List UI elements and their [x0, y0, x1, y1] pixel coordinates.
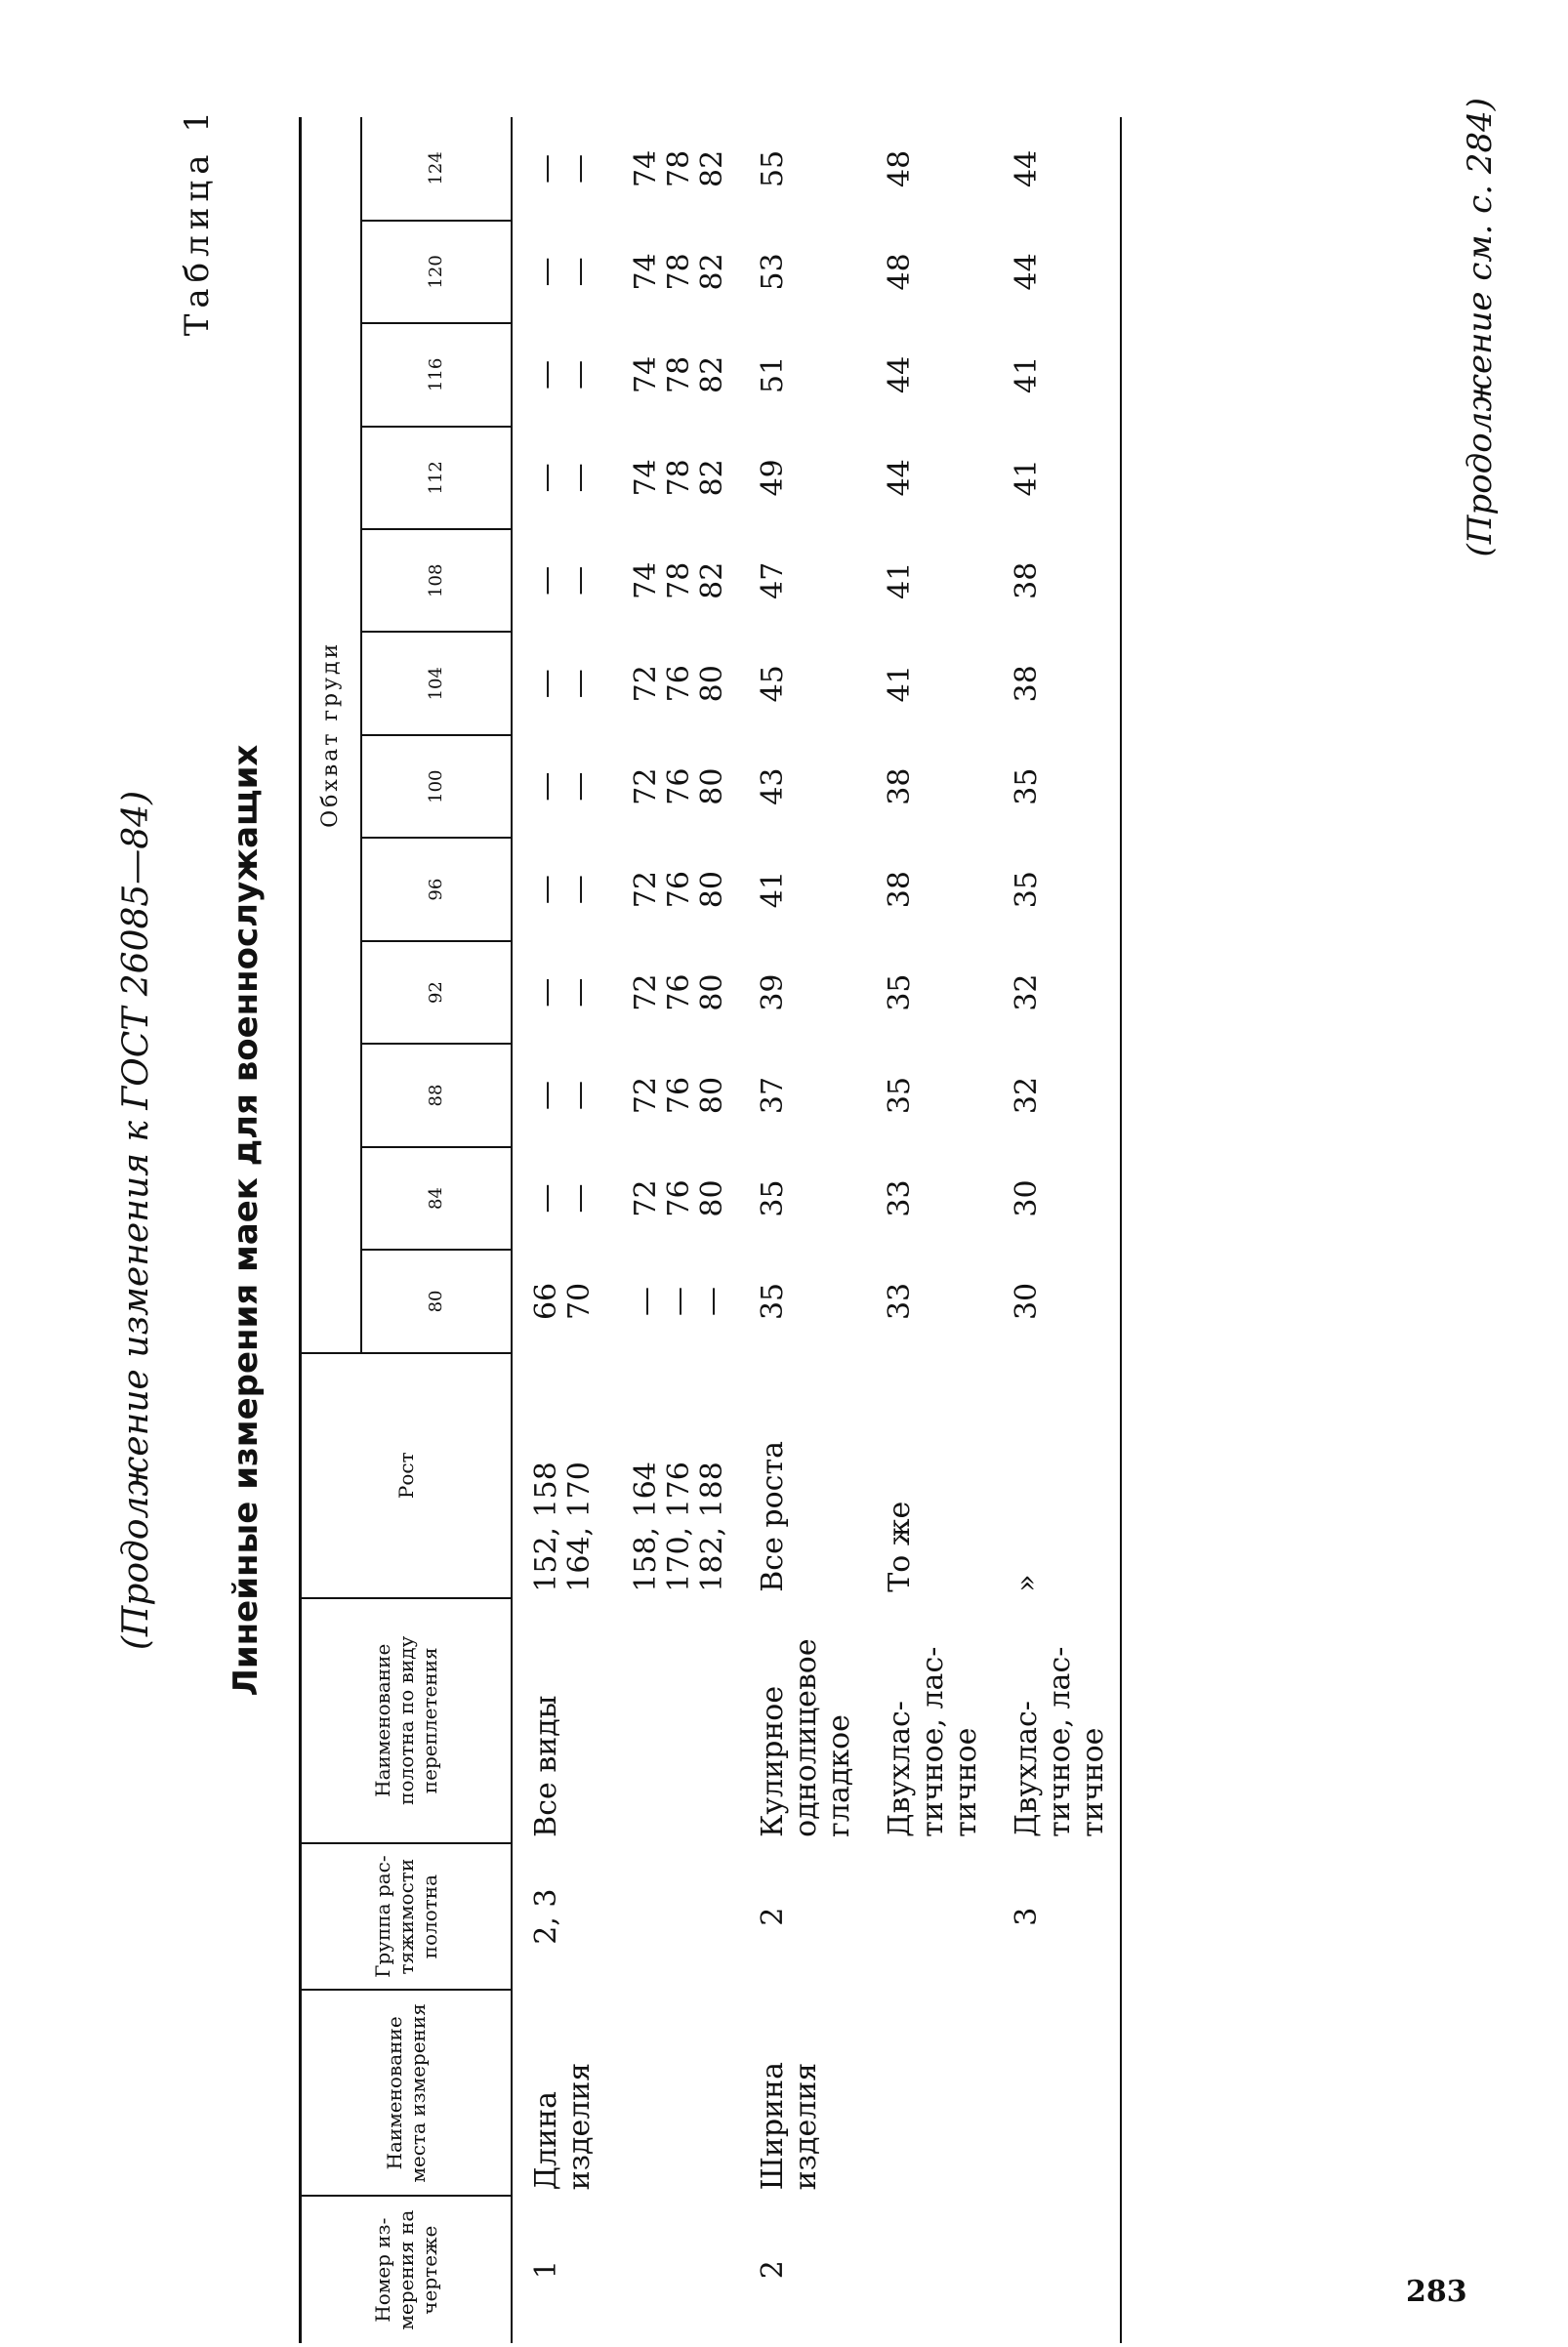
- height-value: 152, 158: [529, 1462, 563, 1592]
- value: 76: [662, 767, 696, 805]
- height-value: 164, 170: [562, 1462, 597, 1592]
- value: 78: [662, 149, 696, 187]
- table-row: [993, 117, 1121, 2343]
- value: —: [562, 565, 597, 596]
- value: 72: [629, 1076, 663, 1115]
- value: 80: [695, 871, 729, 909]
- value: 80: [695, 767, 729, 805]
- value: 35: [883, 1076, 917, 1115]
- cell-value: [993, 941, 1121, 1044]
- height-value: 170, 176: [662, 1462, 696, 1592]
- value: 38: [883, 767, 917, 805]
- value: 44: [1010, 149, 1044, 187]
- measurements-table: [299, 117, 1122, 2343]
- value: 47: [756, 561, 790, 599]
- cell-value: [739, 1147, 866, 1250]
- value: —: [529, 1183, 563, 1214]
- value: 76: [662, 1076, 696, 1115]
- height-value: 158, 164: [629, 1462, 663, 1592]
- cell-fabric: Кулирное однолицевое гладкое: [756, 1638, 856, 1837]
- cell-num: [866, 2196, 993, 2343]
- cell-value: [866, 632, 993, 734]
- cell-value: [866, 221, 993, 323]
- value: —: [529, 565, 563, 596]
- value: 38: [1010, 665, 1044, 703]
- cell-value: [512, 838, 739, 940]
- cell-value: [993, 632, 1121, 734]
- cell-group: 3: [993, 1843, 1121, 1991]
- cell-value: [866, 1044, 993, 1146]
- cell-value: [993, 1044, 1121, 1146]
- header-size: 84: [361, 1147, 512, 1250]
- cell-value: [739, 323, 866, 426]
- cell-value: [993, 1147, 1121, 1250]
- cell-value: [512, 632, 739, 734]
- cell-value: [739, 838, 866, 940]
- value: 74: [629, 355, 663, 393]
- rotated-content: [98, 98, 1523, 2343]
- value: —: [562, 771, 597, 802]
- value: 45: [756, 665, 790, 703]
- value: —: [529, 463, 563, 493]
- value: 76: [662, 1179, 696, 1217]
- value: —: [562, 1183, 597, 1214]
- cell-value: [739, 1250, 866, 1352]
- header-size: 88: [361, 1044, 512, 1146]
- cell-value: [866, 735, 993, 838]
- cell-place: [866, 1990, 993, 2196]
- value: —: [529, 359, 563, 390]
- cell-value: [993, 323, 1121, 426]
- value: —: [562, 463, 597, 493]
- cell-value: [512, 529, 739, 632]
- header-size: 104: [361, 632, 512, 734]
- cell-height: [866, 1353, 993, 1598]
- value: [597, 432, 630, 523]
- value: 48: [883, 253, 917, 291]
- height-value: То же: [883, 1501, 917, 1592]
- value: [597, 1256, 630, 1346]
- value: 38: [883, 871, 917, 909]
- value: 80: [695, 1179, 729, 1217]
- value: 72: [629, 767, 663, 805]
- value: 30: [1010, 1179, 1044, 1217]
- value: [597, 844, 630, 934]
- value: 41: [1010, 355, 1044, 393]
- cell-height: [512, 1353, 739, 1598]
- cell-value: [866, 1250, 993, 1352]
- height-value: Все роста: [756, 1441, 790, 1592]
- header-size: 80: [361, 1250, 512, 1352]
- value: —: [529, 1081, 563, 1111]
- header-size: 108: [361, 529, 512, 632]
- value: 72: [629, 665, 663, 703]
- value: —: [529, 771, 563, 802]
- value: 80: [695, 973, 729, 1011]
- cell-place: Ширина изделия: [756, 2062, 823, 2191]
- height-value: »: [1010, 1574, 1044, 1592]
- value: [597, 1050, 630, 1140]
- value: [597, 741, 630, 832]
- value: 38: [1010, 561, 1044, 599]
- continuation-note: (Продолжение изменения к ГОСТ 26085—84): [116, 790, 156, 1651]
- value: [597, 329, 630, 420]
- value: 82: [695, 561, 729, 599]
- value: 82: [695, 253, 729, 291]
- cell-value: [739, 117, 866, 221]
- cell-value: [512, 221, 739, 323]
- value: 33: [883, 1179, 917, 1217]
- cell-value: [993, 117, 1121, 221]
- value: 44: [883, 355, 917, 393]
- cell-value: [739, 529, 866, 632]
- value: —: [562, 875, 597, 905]
- header-size: 116: [361, 323, 512, 426]
- cell-fabric: Двухлас-тичное, лас-тичное: [993, 1598, 1121, 1843]
- value: [597, 947, 630, 1038]
- header-place: Наименование места измерения: [301, 1990, 513, 2196]
- cell-group: [866, 1843, 993, 1991]
- value: 44: [1010, 253, 1044, 291]
- cell-value: [512, 1044, 739, 1146]
- table-row: [866, 117, 993, 2343]
- table-caption: Линейные измерения маек для военнослужащих: [227, 744, 266, 1697]
- value: 35: [756, 1179, 790, 1217]
- value: 30: [1010, 1282, 1044, 1321]
- header-fabric: Наименование полотна по виду переплетения: [301, 1598, 513, 1843]
- value: 35: [1010, 767, 1044, 805]
- value: [597, 1153, 630, 1244]
- value: 48: [883, 149, 917, 187]
- table-label: Таблица 1: [178, 105, 217, 337]
- value: 41: [883, 561, 917, 599]
- value: —: [662, 1286, 696, 1316]
- value: 76: [662, 871, 696, 909]
- value: 41: [1010, 459, 1044, 497]
- continuation-footer: (Продолжение см. с. 284): [1461, 98, 1500, 557]
- value: [597, 638, 630, 728]
- value: 72: [629, 973, 663, 1011]
- cell-height: [739, 1353, 866, 1598]
- value: —: [529, 257, 563, 287]
- cell-value: [739, 221, 866, 323]
- height-value: 182, 188: [695, 1462, 729, 1592]
- cell-num: 2: [756, 2260, 790, 2280]
- cell-value: [993, 1250, 1121, 1352]
- cell-value: [512, 1147, 739, 1250]
- cell-place: [993, 1990, 1121, 2196]
- value: 55: [756, 149, 790, 187]
- cell-value: [739, 427, 866, 529]
- cell-value: [993, 221, 1121, 323]
- value: 35: [1010, 871, 1044, 909]
- value: [597, 123, 630, 215]
- value: 78: [662, 355, 696, 393]
- value: 74: [629, 459, 663, 497]
- value: 39: [756, 973, 790, 1011]
- value: 37: [756, 1076, 790, 1115]
- cell-group: 2: [756, 1907, 790, 1926]
- cell-fabric: Все виды: [529, 1695, 563, 1837]
- cell-value: [993, 735, 1121, 838]
- value: 51: [756, 355, 790, 393]
- cell-num: 1: [529, 2260, 563, 2280]
- value: 41: [883, 665, 917, 703]
- value: —: [562, 359, 597, 390]
- cell-value: [993, 427, 1121, 529]
- header-size: 92: [361, 941, 512, 1044]
- header-chest-group: Обхват груди: [301, 117, 362, 1353]
- cell-value: [866, 838, 993, 940]
- value: —: [562, 1081, 597, 1111]
- cell-value: [512, 323, 739, 426]
- value: —: [529, 977, 563, 1008]
- value: 76: [662, 665, 696, 703]
- cell-value: [866, 427, 993, 529]
- cell-value: [866, 529, 993, 632]
- header-height: Рост: [301, 1353, 513, 1598]
- value: 76: [662, 973, 696, 1011]
- value: 70: [562, 1282, 597, 1321]
- cell-value: [512, 1250, 739, 1352]
- value: 66: [529, 1282, 563, 1321]
- value: 80: [695, 665, 729, 703]
- table-row: [512, 117, 739, 2343]
- cell-value: [866, 941, 993, 1044]
- value: 74: [629, 149, 663, 187]
- value: [597, 226, 630, 317]
- cell-value: [739, 735, 866, 838]
- value: 78: [662, 253, 696, 291]
- cell-num: [993, 2196, 1121, 2343]
- value: —: [529, 875, 563, 905]
- value: —: [562, 669, 597, 699]
- value: 41: [756, 871, 790, 909]
- table-row: [739, 117, 866, 2343]
- value: —: [629, 1286, 663, 1316]
- page-number: 283: [1406, 2275, 1467, 2309]
- cell-value: [866, 323, 993, 426]
- header-size: 96: [361, 838, 512, 940]
- header-group: Группа рас-тяжимости полотна: [301, 1843, 513, 1991]
- value: 53: [756, 253, 790, 291]
- value: 72: [629, 871, 663, 909]
- value: 49: [756, 459, 790, 497]
- value: 33: [883, 1282, 917, 1321]
- value: 78: [662, 561, 696, 599]
- value: 82: [695, 459, 729, 497]
- cell-value: [512, 117, 739, 221]
- cell-value: [739, 941, 866, 1044]
- value: —: [562, 153, 597, 184]
- value: [597, 535, 630, 626]
- cell-value: [739, 1044, 866, 1146]
- cell-value: [993, 838, 1121, 940]
- cell-height: [993, 1353, 1121, 1598]
- value: 32: [1010, 973, 1044, 1011]
- value: 82: [695, 149, 729, 187]
- header-size: 124: [361, 117, 512, 221]
- value: 43: [756, 767, 790, 805]
- cell-value: [739, 632, 866, 734]
- header-size: 100: [361, 735, 512, 838]
- value: 44: [883, 459, 917, 497]
- header-size: 112: [361, 427, 512, 529]
- value: —: [529, 153, 563, 184]
- header-size: 120: [361, 221, 512, 323]
- value: —: [562, 257, 597, 287]
- cell-fabric: Двухлас-тичное, лас-тичное: [883, 1646, 983, 1837]
- value: 74: [629, 561, 663, 599]
- cell-place: Длина изделия: [529, 2062, 597, 2191]
- value: —: [562, 977, 597, 1008]
- value: 78: [662, 459, 696, 497]
- value: —: [695, 1286, 729, 1316]
- value: 72: [629, 1179, 663, 1217]
- value: 35: [883, 973, 917, 1011]
- cell-value: [512, 941, 739, 1044]
- cell-group: 2, 3: [529, 1888, 563, 1945]
- cell-value: [866, 117, 993, 221]
- cell-value: [512, 735, 739, 838]
- cell-value: [512, 427, 739, 529]
- value: 35: [756, 1282, 790, 1321]
- height-value: [597, 1359, 630, 1592]
- cell-value: [866, 1147, 993, 1250]
- value: 82: [695, 355, 729, 393]
- value: 80: [695, 1076, 729, 1115]
- value: 32: [1010, 1076, 1044, 1115]
- header-num: Номер из-мерения на чертеже: [301, 2196, 513, 2343]
- value: —: [529, 669, 563, 699]
- cell-value: [993, 529, 1121, 632]
- value: 74: [629, 253, 663, 291]
